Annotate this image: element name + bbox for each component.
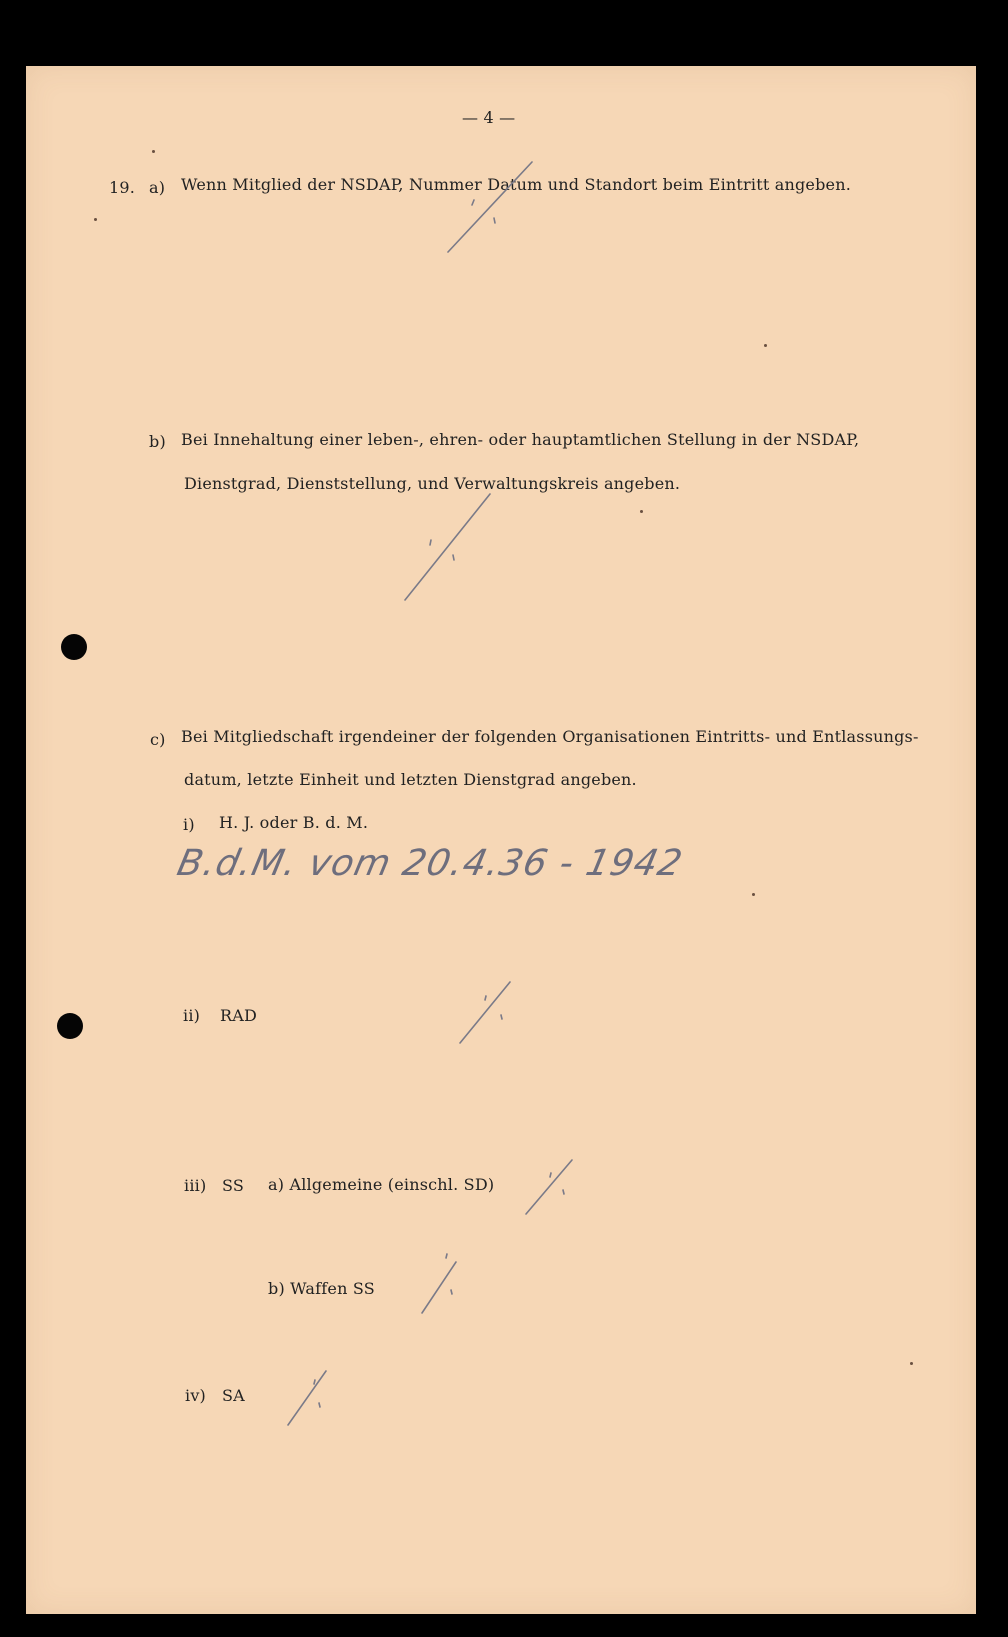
item-i-label: H. J. oder B. d. M.: [219, 813, 369, 832]
q19c-line2: datum, letzte Einheit und letzten Dienstgrad angeben.: [184, 770, 637, 789]
question-number: 19.: [109, 178, 136, 197]
q19b-marker: b): [149, 432, 166, 451]
q19b-line1: Bei Innehaltung einer leben-, ehren- oder hauptamtlichen Stellung in der NSDAP,: [181, 430, 860, 449]
item-iii-label: SS: [222, 1176, 245, 1195]
q19b-line2: Dienstgrad, Dienststellung, und Verwaltungskreis angeben.: [184, 474, 681, 493]
paper-speck: [640, 510, 643, 513]
item-iv-label: SA: [222, 1386, 245, 1405]
handwritten-entry: B.d.M. vom 20.4.36 - 1942: [173, 843, 687, 884]
paper-speck: [94, 218, 97, 221]
q19a-text: Wenn Mitglied der NSDAP, Nummer Datum und Standort beim Eintritt angeben.: [181, 175, 851, 194]
item-iii-marker: iii): [184, 1176, 207, 1195]
q19a-marker: a): [149, 178, 166, 197]
punch-hole-upper: [61, 634, 87, 660]
item-iii-a: a) Allgemeine (einschl. SD): [268, 1175, 495, 1194]
paper-speck: [764, 344, 767, 347]
punch-hole-lower: [57, 1013, 83, 1039]
paper-sheet: [26, 66, 976, 1614]
item-ii-marker: ii): [183, 1006, 201, 1025]
paper-speck: [752, 893, 755, 896]
page-number: — 4 —: [462, 108, 516, 127]
q19c-line1: Bei Mitgliedschaft irgendeiner der folgenden Organisationen Eintritts- und Entlassungs-: [181, 727, 919, 746]
paper-speck: [152, 150, 155, 153]
item-iv-marker: iv): [185, 1386, 206, 1405]
item-iii-b: b) Waffen SS: [268, 1279, 375, 1298]
paper-speck: [910, 1362, 913, 1365]
q19c-marker: c): [150, 730, 166, 749]
item-i-marker: i): [183, 815, 195, 834]
item-ii-label: RAD: [220, 1006, 258, 1025]
